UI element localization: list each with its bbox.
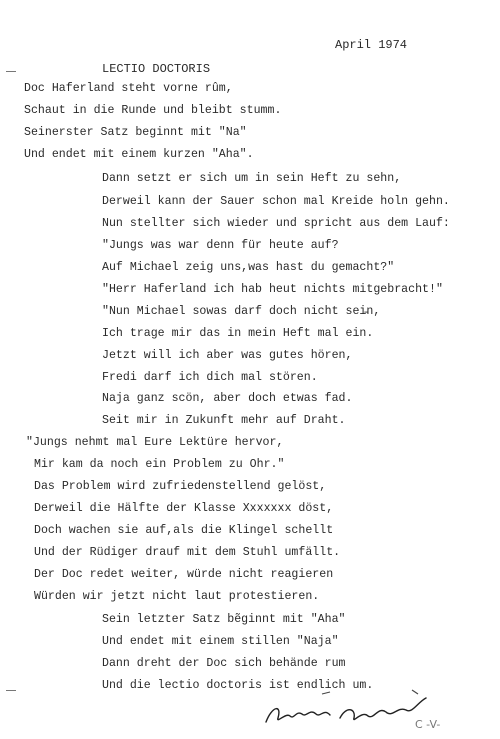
poem-line: "Nun Michael sowas darf doch nicht sei̵n, <box>102 305 381 318</box>
poem-line: Ich trage mir das in mein Heft mal ein. <box>102 327 374 340</box>
poem-line: Doch wachen sie auf,als die Klingel schellt <box>34 524 334 537</box>
poem-line: Und endet mit einem stillen "Naja" <box>102 635 339 648</box>
poem-line: Seinerster Satz beginnt mit "Na" <box>24 126 247 139</box>
poem-line: Das Problem wird zufriedenstellend gelöst, <box>34 480 327 493</box>
poem-line: Schaut in die Runde und bleibt stumm. <box>24 104 282 117</box>
poem-line: Naja ganz scön, aber doch etwas fad. <box>102 392 353 405</box>
poem-line: "Jungs nehmt mal Eure Lektüre hervor, <box>26 436 284 449</box>
poem-line: Mir kam da noch ein Problem zu Ohr." <box>34 458 285 471</box>
poem-line: Und der Rüdiger drauf mit dem Stuhl umfällt. <box>34 546 341 559</box>
poem-title: LECTIO DOCTORIS <box>102 62 211 76</box>
poem-line: Seit mir in Zukunft mehr auf Draht. <box>102 414 346 427</box>
poem-line: Dann setzt er sich um in sein Heft zu sehn, <box>102 172 402 185</box>
poem-line: Würden wir jetzt nicht laut protestieren. <box>34 590 320 603</box>
poem-line: Fredi darf ich dich mal stören. <box>102 371 318 384</box>
poem-line: Der Doc redet weiter, würde nicht reagieren <box>34 568 334 581</box>
poem-line: Derweil kann der Sauer schon mal Kreide holn gehn. <box>102 195 450 208</box>
poem-line: Doc Haferland steht vorne rûm, <box>24 82 233 95</box>
poem-line: Derweil die Hälfte der Klasse Xxxxxxx döst, <box>34 502 334 515</box>
handwritten-signature <box>262 688 432 732</box>
poem-line: Auf Michael zeig uns,was hast du gemacht?" <box>102 261 395 274</box>
poem-line: Sein letzter Satz bẽginnt mit "Aha" <box>102 613 346 626</box>
poem-line: Jetzt will ich aber was gutes hören, <box>102 349 353 362</box>
poem-line: Nun stellter sich wieder und spricht aus dem Lauf: <box>102 217 450 230</box>
document-date: April 1974 <box>335 38 408 52</box>
poem-line: Und endet mit einem kurzen "Aha". <box>24 148 254 161</box>
poem-line: Und die lectio doctoris ist endlich um. <box>102 679 374 692</box>
left-margin-mark-bottom <box>6 690 16 691</box>
poem-line: "Herr Haferland ich hab heut nichts mitgebracht!" <box>102 283 443 296</box>
poem-line: Dann dreht der Doc sich behände rum <box>102 657 346 670</box>
poem-line: "Jungs was war denn für heute auf? <box>102 239 339 252</box>
page-mark: C -V- <box>415 718 441 731</box>
left-margin-mark-top <box>6 71 16 72</box>
